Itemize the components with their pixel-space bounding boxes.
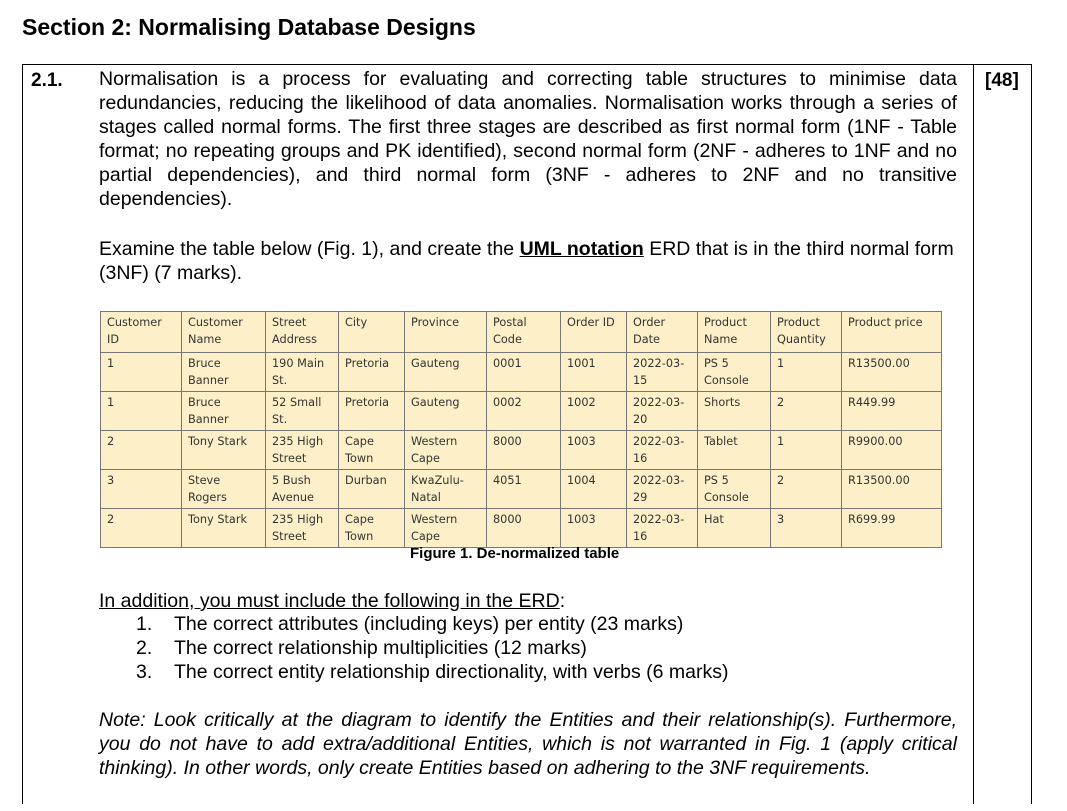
question-marks: [48] — [985, 70, 1019, 91]
list-item — [136, 612, 729, 636]
column-header: Street Address — [266, 312, 339, 353]
table-cell: Pretoria — [339, 353, 405, 392]
table-row — [101, 470, 942, 509]
section-title: Section 2: Normalising Database Designs — [22, 14, 476, 40]
table-cell: Tony Stark — [182, 509, 266, 548]
list-item-number: 3. — [136, 661, 153, 683]
table-cell: 1002 — [561, 392, 627, 431]
table-cell: KwaZulu-Natal — [405, 470, 487, 509]
table-cell: Tony Stark — [182, 431, 266, 470]
table-cell: 8000 — [487, 509, 561, 548]
table-cell: Western Cape — [405, 431, 487, 470]
task-bold-term: UML notation — [519, 238, 644, 260]
question-number: 2.1. — [31, 70, 63, 91]
table-header-row — [101, 312, 942, 353]
table-cell: 52 Small St. — [266, 392, 339, 431]
denormalized-table — [100, 311, 942, 548]
table-cell: 1003 — [561, 509, 627, 548]
table-cell: 0002 — [487, 392, 561, 431]
table-cell: 190 Main St. — [266, 353, 339, 392]
task-paragraph — [99, 237, 957, 285]
table-cell: 1 — [101, 353, 182, 392]
table-cell: Bruce Banner — [182, 392, 266, 431]
task-text-before: Examine the table below (Fig. 1), and create the — [99, 238, 520, 260]
list-item — [136, 636, 729, 660]
table-cell: Western Cape — [405, 509, 487, 548]
table-cell: 1003 — [561, 431, 627, 470]
table-cell: PS 5 Console — [698, 470, 771, 509]
table-cell: Durban — [339, 470, 405, 509]
table-cell: Hat — [698, 509, 771, 548]
intro-paragraph: Normalisation is a process for evaluating and correcting table structures to minimise data redundancies, reducing the likelihood of data anomalies. Normalisation works through a series of stages called normal forms. The first three stages are described as first normal form (1NF - Table format; no repeating groups and PK identified), second normal form (2NF - adheres to 1NF and no partial dependencies), and third normal form (3NF - adheres to 2NF and no transitive dependencies). — [99, 68, 957, 210]
addition-heading-text: In addition, you must include the following in the ERD — [99, 590, 560, 612]
table-cell: R13500.00 — [842, 470, 942, 509]
table-cell: Shorts — [698, 392, 771, 431]
table-cell: 2 — [101, 509, 182, 548]
table-row — [101, 431, 942, 470]
list-item-text: The correct entity relationship directionality, with verbs (6 marks) — [174, 661, 729, 683]
table-cell: 8000 — [487, 431, 561, 470]
table-cell: 2022-03-20 — [627, 392, 698, 431]
table-cell: PS 5 Console — [698, 353, 771, 392]
column-header: Customer ID — [101, 312, 182, 353]
table-cell: 2022-03-29 — [627, 470, 698, 509]
table-row — [101, 353, 942, 392]
column-header: Customer Name — [182, 312, 266, 353]
table-cell: 235 High Street — [266, 509, 339, 548]
table-cell: R449.99 — [842, 392, 942, 431]
task-text-after: ERD that is in the third normal form (3NF) (7 marks). — [99, 238, 954, 284]
table-cell: R13500.00 — [842, 353, 942, 392]
list-item — [136, 660, 729, 684]
column-header: Province — [405, 312, 487, 353]
list-item-text: The correct attributes (including keys) per entity (23 marks) — [174, 613, 684, 635]
table-cell: Gauteng — [405, 353, 487, 392]
table-cell: 1 — [771, 353, 842, 392]
addition-heading — [99, 589, 565, 613]
marks-column-divider — [973, 64, 974, 804]
column-header: Product price — [842, 312, 942, 353]
note-paragraph: Note: Look critically at the diagram to identify the Entities and their relationship(s). Furthermore, you do not have to add extra/additional Entities, which is not warranted in Fig. 1 (apply critical thinking). In other words, only create Entities based on adhering to the 3NF requirements. — [99, 709, 957, 779]
table-cell: R699.99 — [842, 509, 942, 548]
list-item-text: The correct relationship multiplicities (12 marks) — [174, 637, 587, 659]
table-cell: 3 — [771, 509, 842, 548]
table-cell: 1 — [101, 392, 182, 431]
table-cell: 235 High Street — [266, 431, 339, 470]
table-cell: 0001 — [487, 353, 561, 392]
table-cell: 2 — [771, 392, 842, 431]
table-cell: 1 — [771, 431, 842, 470]
table-cell: Pretoria — [339, 392, 405, 431]
column-header: City — [339, 312, 405, 353]
column-header: Order Date — [627, 312, 698, 353]
table-cell: 5 Bush Avenue — [266, 470, 339, 509]
list-item-number: 2. — [136, 637, 153, 659]
table-cell: Cape Town — [339, 431, 405, 470]
table-cell: 2022-03-16 — [627, 509, 698, 548]
table-cell: 1004 — [561, 470, 627, 509]
figure-caption: Figure 1. De-normalized table — [410, 545, 620, 562]
requirements-list — [136, 612, 729, 684]
table-cell: Tablet — [698, 431, 771, 470]
table-cell: Gauteng — [405, 392, 487, 431]
table-cell: Bruce Banner — [182, 353, 266, 392]
table-cell: R9900.00 — [842, 431, 942, 470]
column-header: Postal Code — [487, 312, 561, 353]
table-cell: 3 — [101, 470, 182, 509]
column-header: Order ID — [561, 312, 627, 353]
table-cell: 1001 — [561, 353, 627, 392]
column-header: Product Quantity — [771, 312, 842, 353]
table-cell: 4051 — [487, 470, 561, 509]
list-item-number: 1. — [136, 613, 153, 635]
table-cell: Cape Town — [339, 509, 405, 548]
column-header: Product Name — [698, 312, 771, 353]
table-cell: 2 — [771, 470, 842, 509]
table-row — [101, 509, 942, 548]
table-row — [101, 392, 942, 431]
table-cell: 2022-03-16 — [627, 431, 698, 470]
table-cell: 2022-03-15 — [627, 353, 698, 392]
addition-heading-colon: : — [559, 590, 566, 612]
table-cell: 2 — [101, 431, 182, 470]
table-cell: Steve Rogers — [182, 470, 266, 509]
